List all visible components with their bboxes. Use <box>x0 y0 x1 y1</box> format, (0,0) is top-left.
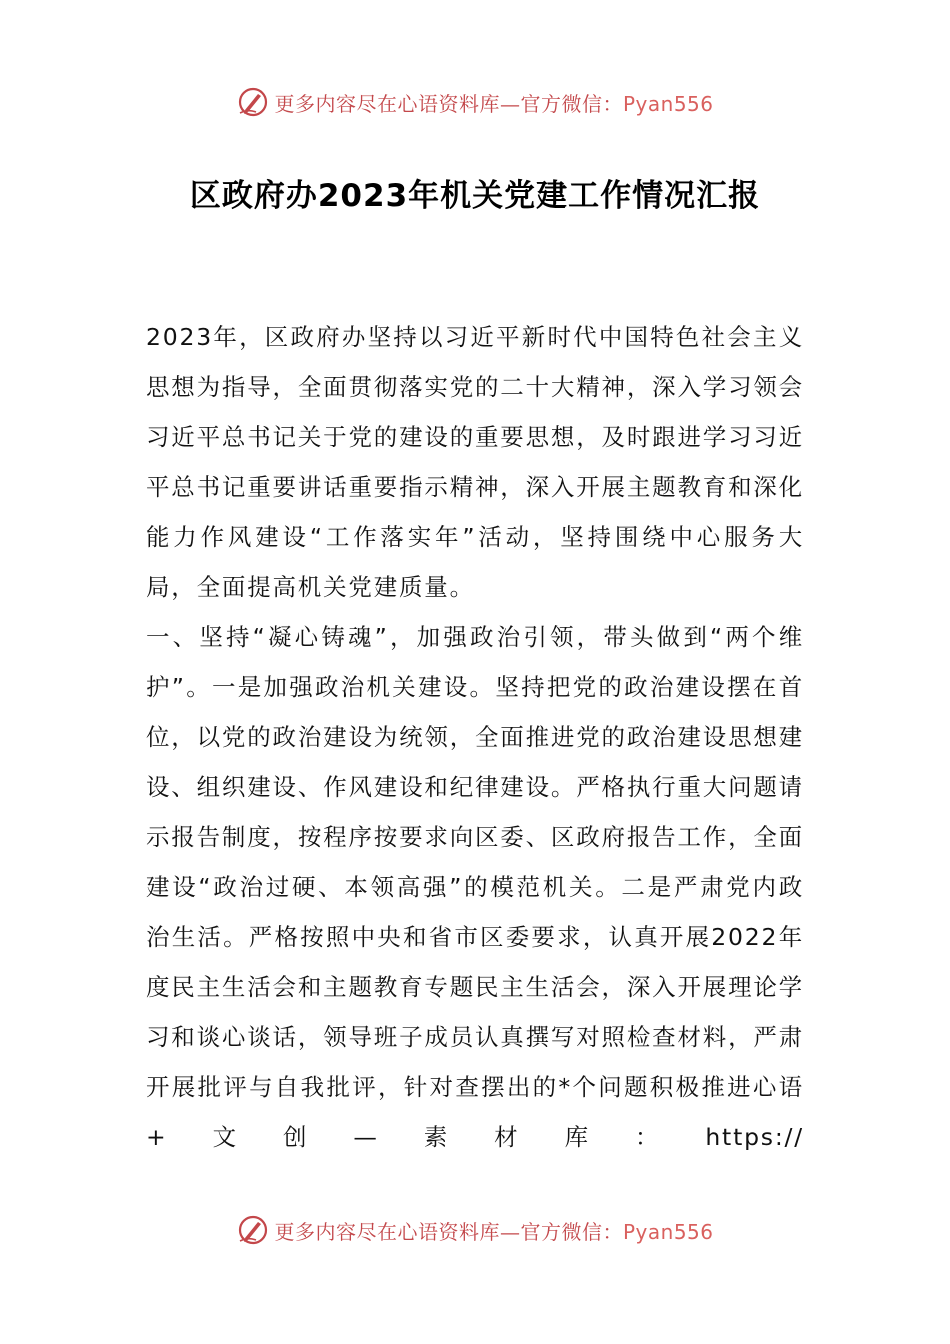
document-body <box>146 312 804 1162</box>
pen-circle-logo-icon <box>236 1213 270 1247</box>
footer-banner-text <box>274 1216 713 1245</box>
header-wechat-id: Pyan556 <box>622 91 714 116</box>
document-title: 区政府办2023年机关党建工作情况汇报 <box>189 178 761 214</box>
header-banner-label: 更多内容尽在心语资料库—官方微信： <box>274 91 623 116</box>
pen-circle-logo-icon <box>236 85 270 119</box>
header-banner <box>0 82 950 122</box>
footer-banner-label: 更多内容尽在心语资料库—官方微信： <box>274 1219 623 1244</box>
paragraph-section-one: 一、坚持“凝心铸魂”，加强政治引领，带头做到“两个维护”。一是加强政治机关建设。坚持把党的政治建设摆在首位，以党的政治建设为统领，全面推进党的政治建设思想建设、组织建设、作风建设和纪律建设。严格执行重大问题请示报告制度，按程序按要求向区委、区政府报告工作，全面建设“政治过硬、本领高强”的模范机关。二是严肃党内政治生活。严格按照中央和省市区委要求，认真开展2022年度民主生活会和主题教育专题民主生活会，深入开展理论学习和谈心谈话，领导班子成员认真撰写对照检查材料，严肃开展批评与自我批评，针对查摆出的*个问题积极推进心语+文创—素材库：https:// <box>146 623 804 1151</box>
paragraph-intro: 2023年，区政府办坚持以习近平新时代中国特色社会主义思想为指导，全面贯彻落实党的二十大精神，深入学习领会习近平总书记关于党的建设的重要思想，及时跟进学习习近平总书记重要讲话重要指示精神，深入开展主题教育和深化能力作风建设“工作落实年”活动，坚持围绕中心服务大局，全面提高机关党建质量。 <box>146 323 804 601</box>
header-banner-text <box>274 88 713 117</box>
footer-banner <box>0 1210 950 1250</box>
footer-wechat-id: Pyan556 <box>622 1219 714 1244</box>
